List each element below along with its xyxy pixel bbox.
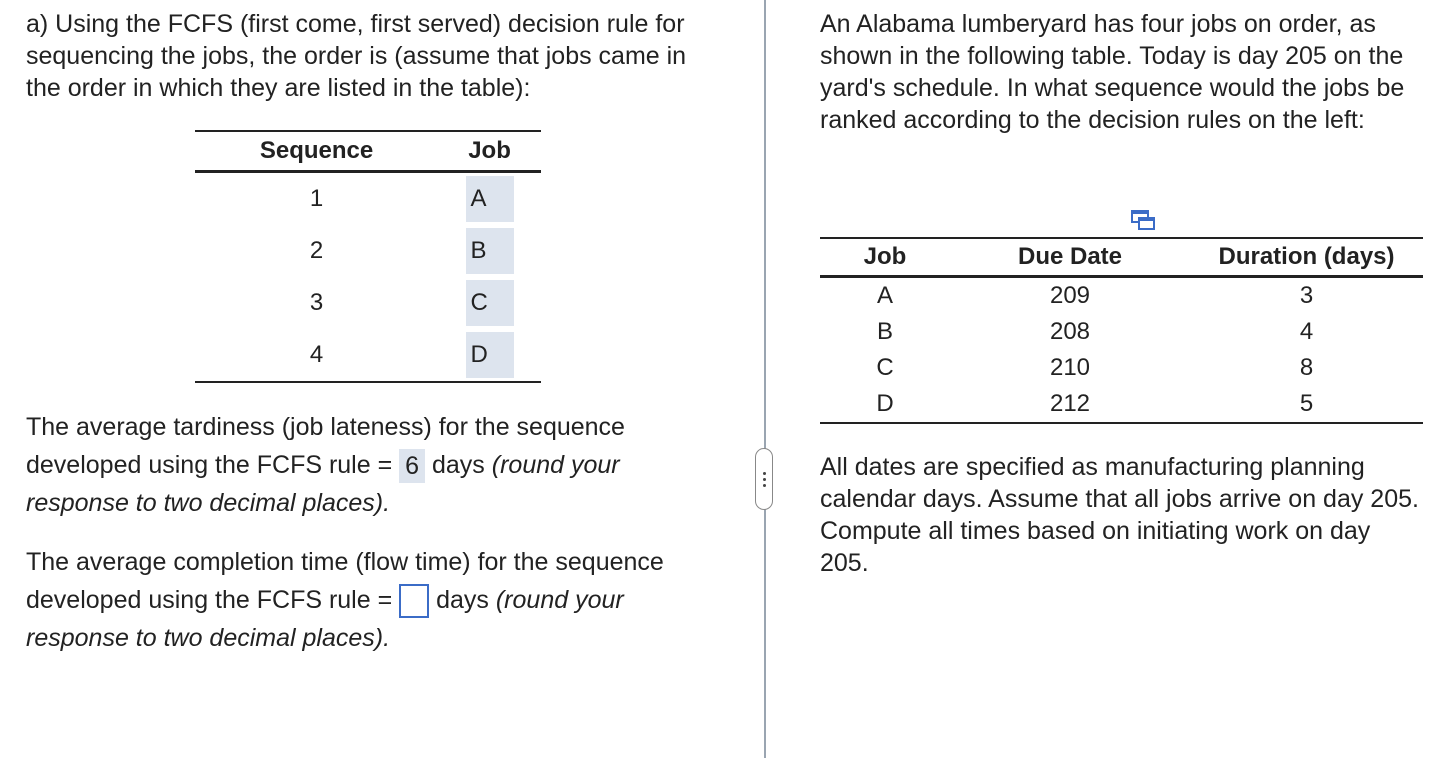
job-name: C [876, 354, 894, 381]
job-answer-cell[interactable]: A [466, 176, 514, 222]
duration: 4 [1299, 318, 1314, 345]
duration: 8 [1299, 354, 1314, 381]
job-answer-cell[interactable]: B [466, 228, 514, 274]
flow-time-unit: days [436, 586, 489, 614]
table-row [820, 386, 1423, 423]
job-name: A [876, 282, 893, 309]
tardiness-question [26, 408, 726, 522]
due-date: 208 [1049, 318, 1091, 345]
table-row [820, 350, 1423, 386]
job-answer-cell[interactable]: D [466, 332, 514, 378]
table-row [820, 314, 1423, 350]
job-name: B [876, 318, 893, 345]
question-intro: a) Using the FCFS (first come, first served) decision rule for sequencing the jobs, the order is (assume that jobs came in the order in which they are listed in the table): [26, 10, 687, 102]
sequence-number: 3 [309, 289, 324, 316]
table-row [195, 225, 541, 277]
header-sequence: Sequence [195, 131, 438, 172]
tardiness-unit: days [432, 451, 485, 479]
grip-dots-icon [763, 472, 766, 487]
due-date: 212 [1049, 390, 1091, 417]
table-row [195, 172, 541, 226]
pane-divider [764, 0, 766, 758]
header-job: Job [820, 238, 950, 277]
duration: 5 [1299, 390, 1314, 417]
due-date: 210 [1049, 354, 1091, 381]
table-row [820, 277, 1423, 315]
tardiness-answer[interactable]: 6 [399, 449, 425, 483]
flow-time-question [26, 543, 726, 657]
problem-statement: An Alabama lumberyard has four jobs on order, as shown in the following table. Today is day 205 on the yard's schedule. In what sequence would the jobs be ranked according to the decision rules on the left: [820, 10, 1405, 134]
tardiness-text: The average tardiness (job lateness) for the sequence developed using the FCFS rule = [26, 413, 625, 479]
copy-table-icon[interactable] [1130, 209, 1156, 231]
flow-time-instruction: (round your response to two decimal places). [26, 586, 624, 652]
duration: 3 [1299, 282, 1314, 309]
job-name: D [876, 390, 894, 417]
job-answer-cell[interactable]: C [466, 280, 514, 326]
due-date: 209 [1049, 282, 1091, 309]
header-due-date: Due Date [950, 238, 1190, 277]
jobs-table [820, 237, 1423, 424]
sequence-table [195, 130, 541, 383]
sequence-number: 1 [309, 185, 324, 212]
header-duration: Duration (days) [1190, 238, 1423, 277]
header-job: Job [438, 131, 541, 172]
flow-time-text: The average completion time (flow time) for the sequence developed using the FCFS rule = [26, 548, 664, 614]
sequence-number: 4 [309, 341, 324, 368]
flow-time-input[interactable] [399, 584, 429, 618]
table-row [195, 277, 541, 329]
right-pane [768, 0, 1430, 758]
assumptions-note: All dates are specified as manufacturing planning calendar days. Assume that all jobs arrive on day 205. Compute all times based on initiating work on day 205. [820, 453, 1419, 577]
tardiness-instruction: (round your response to two decimal places). [26, 451, 620, 517]
table-row [195, 329, 541, 382]
sequence-number: 2 [309, 237, 324, 264]
